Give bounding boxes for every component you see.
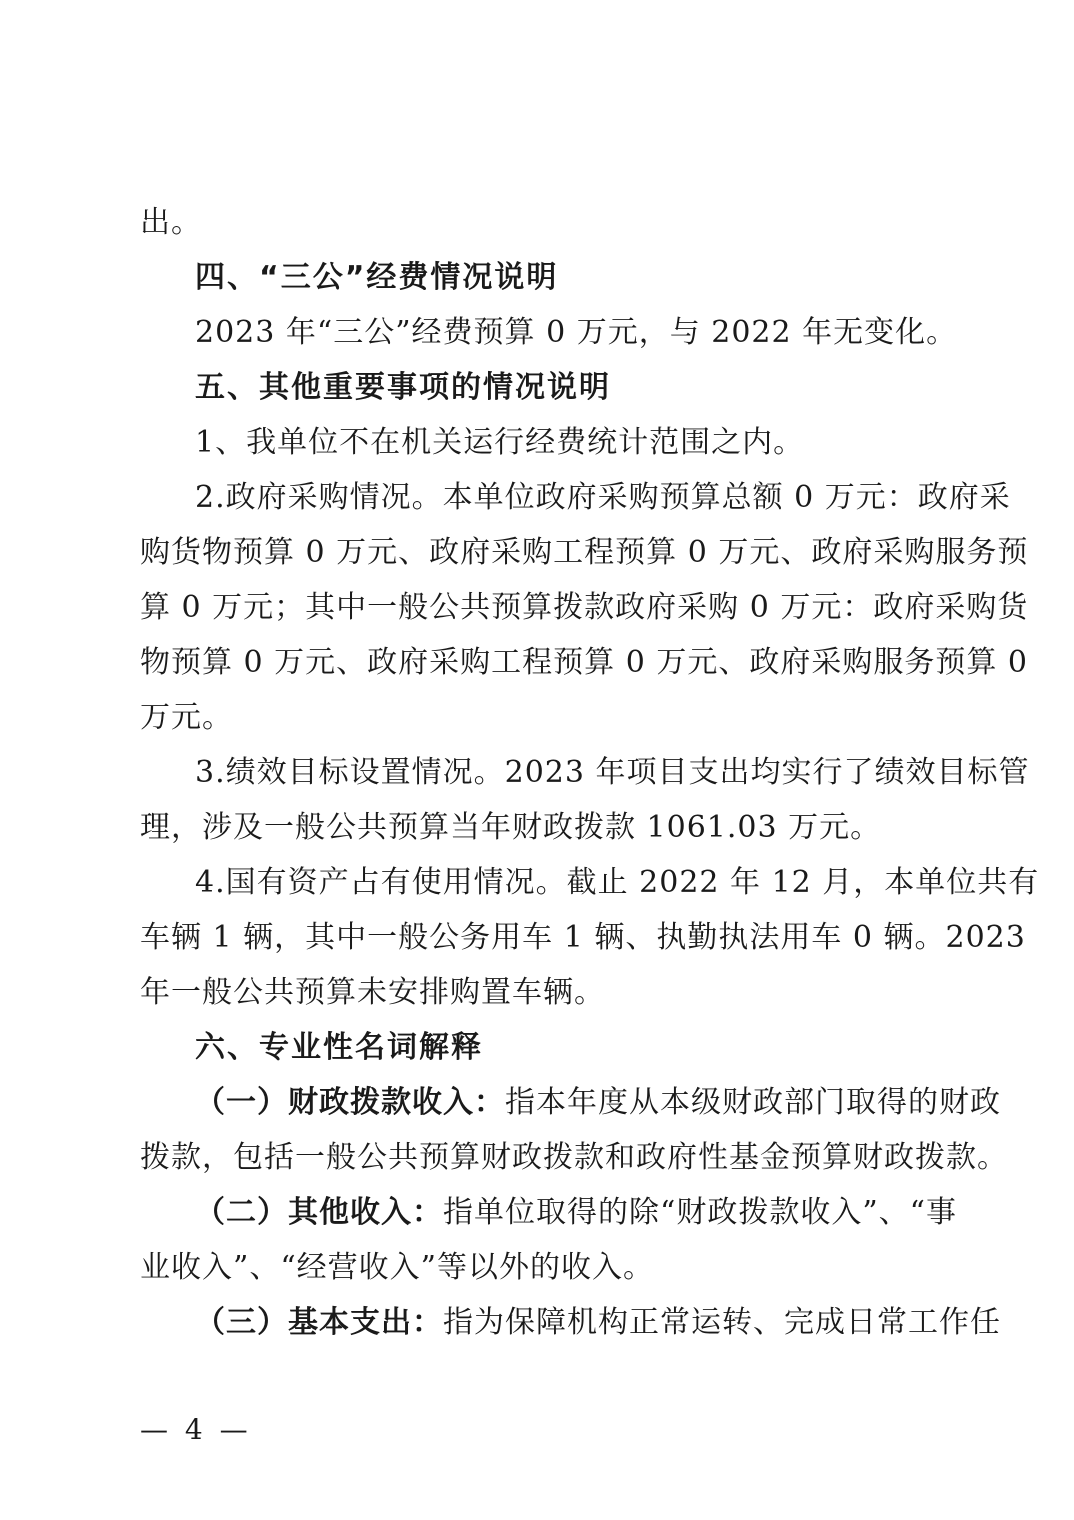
text-line: 2023 年“三公”经费预算 0 万元，与 2022 年无变化。 bbox=[195, 315, 958, 350]
definition-line bbox=[195, 1193, 995, 1233]
text-line: 出。 bbox=[140, 205, 202, 240]
definition-term: （一）财政拨款收入： bbox=[195, 1085, 505, 1120]
text-line: 业收入”、“经营收入”等以外的收入。 bbox=[140, 1250, 655, 1285]
text-line: 4.国有资产占有使用情况。截止 2022 年 12 月，本单位共有 bbox=[195, 865, 1040, 900]
text-line: 理，涉及一般公共预算当年财政拨款 1061.03 万元。 bbox=[140, 810, 882, 845]
text-line: 拨款，包括一般公共预算财政拨款和政府性基金预算财政拨款。 bbox=[140, 1140, 1008, 1175]
definition-line bbox=[195, 1303, 1001, 1343]
page-number: — 4 — bbox=[140, 1413, 252, 1446]
definition-line bbox=[195, 1083, 1001, 1123]
definition-term: （二）其他收入： bbox=[195, 1195, 443, 1230]
definition-term: （三）基本支出： bbox=[195, 1305, 443, 1340]
definition-text: 指本年度从本级财政部门取得的财政 bbox=[505, 1085, 1001, 1120]
section-heading: 五、其他重要事项的情况说明 bbox=[195, 370, 611, 405]
text-line: 1、我单位不在机关运行经费统计范围之内。 bbox=[195, 425, 805, 460]
text-line: 年一般公共预算未安排购置车辆。 bbox=[140, 975, 605, 1010]
text-line: 2.政府采购情况。本单位政府采购预算总额 0 万元：政府采 bbox=[195, 480, 1011, 515]
text-line: 万元。 bbox=[140, 700, 233, 735]
text-line: 3.绩效目标设置情况。2023 年项目支出均实行了绩效目标管 bbox=[195, 755, 1030, 790]
text-line: 物预算 0 万元、政府采购工程预算 0 万元、政府采购服务预算 0 bbox=[140, 645, 1028, 680]
section-heading: 六、专业性名词解释 bbox=[195, 1030, 483, 1065]
definition-text: 指单位取得的除“财政拨款收入”、“事 bbox=[443, 1195, 958, 1230]
text-line: 算 0 万元；其中一般公共预算拨款政府采购 0 万元：政府采购货 bbox=[140, 590, 1029, 625]
definition-text: 指为保障机构正常运转、完成日常工作任 bbox=[443, 1305, 1001, 1340]
text-line: 车辆 1 辆，其中一般公务用车 1 辆、执勤执法用车 0 辆。2023 bbox=[140, 920, 1026, 955]
section-heading: 四、“三公”经费情况说明 bbox=[195, 260, 559, 295]
text-line: 购货物预算 0 万元、政府采购工程预算 0 万元、政府采购服务预 bbox=[140, 535, 1029, 570]
